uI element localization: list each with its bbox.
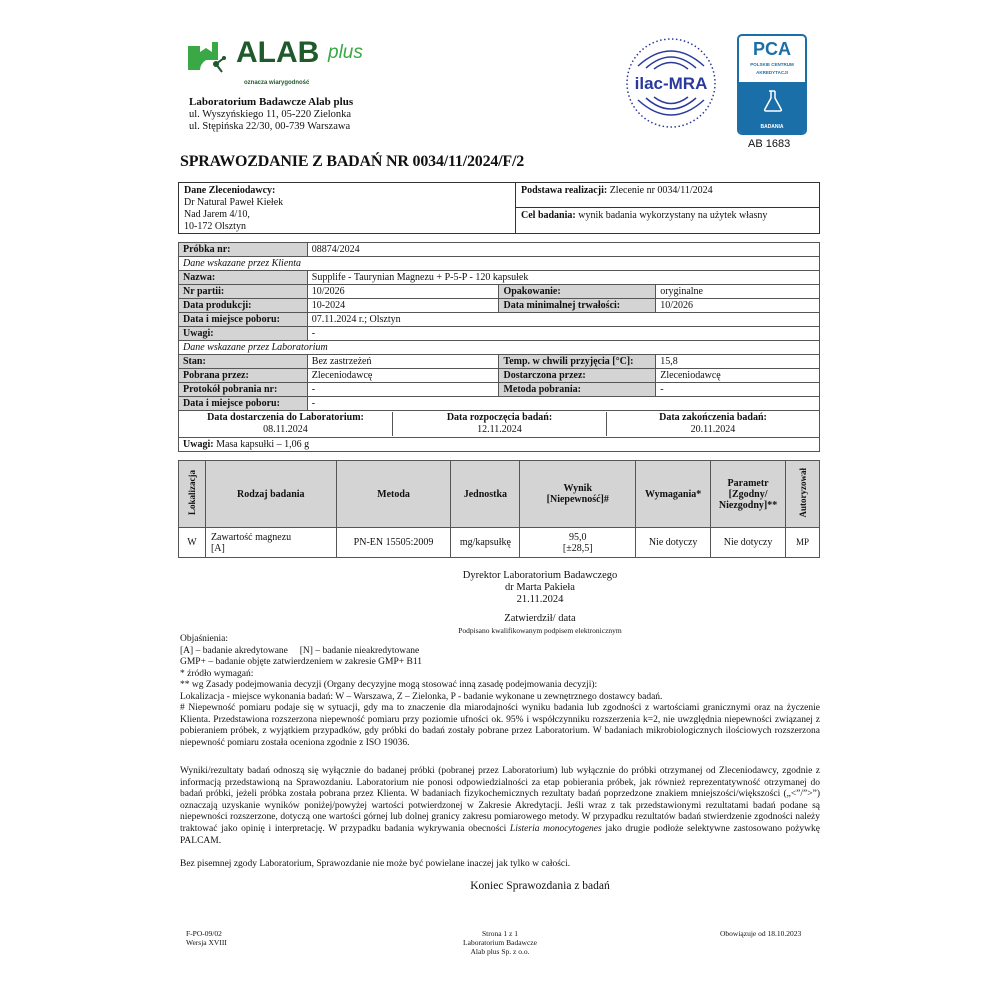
lab-info xyxy=(189,96,353,134)
temperature-value: 15,8 xyxy=(656,355,820,369)
cell-method: PN-EN 15505:2009 xyxy=(336,528,451,558)
end-date xyxy=(607,412,819,436)
col-authorized-label: Autoryzował xyxy=(797,467,808,518)
footer-center xyxy=(420,929,580,956)
logo-plus: plus xyxy=(328,42,363,63)
delivered-by-label: Dostarczona przez: xyxy=(499,369,656,383)
signature-block xyxy=(400,570,680,606)
sample-number-value: 08874/2024 xyxy=(307,243,819,257)
best-before-value: 10/2026 xyxy=(656,299,820,313)
col-location xyxy=(179,461,206,528)
alab-logo xyxy=(186,34,363,92)
best-before-label: Data minimalnej trwałości: xyxy=(499,299,656,313)
col-unit: Jednostka xyxy=(451,461,520,528)
delivery-date xyxy=(179,412,393,436)
footer-left xyxy=(186,929,227,947)
cell-compliance: Nie dotyczy xyxy=(711,528,786,558)
page-number: Strona 1 z 1 xyxy=(481,929,519,938)
signer-role: Dyrektor Laboratorium Badawczego xyxy=(462,570,618,581)
pca-badge: BADANIA xyxy=(760,124,784,130)
sample-table xyxy=(178,242,820,452)
client-section-heading: Dane wskazane przez Klienta xyxy=(179,257,820,271)
end-of-report: Koniec Sprawozdania z badań xyxy=(470,880,610,892)
pca-logo xyxy=(737,34,807,135)
lab-sampling-label: Data i miejsce poboru: xyxy=(179,397,308,411)
logo-brand: ALAB xyxy=(236,36,320,69)
purpose-value: wynik badania wykorzystany na użytek własny xyxy=(578,210,768,222)
delivered-by-value: Zleceniodawcę xyxy=(656,369,820,383)
ilac-mra-icon xyxy=(618,36,724,130)
packaging-label: Opakowanie: xyxy=(499,285,656,299)
client-street: Nad Jarem 4/10, xyxy=(184,209,250,220)
basis-label: Podstawa realizacji: xyxy=(521,185,608,196)
start-date xyxy=(393,412,607,436)
production-date-label: Data produkcji: xyxy=(179,299,308,313)
form-code: F-PO-09/02 xyxy=(186,929,222,938)
results-disclaimer: Wyniki/rezultaty badań odnoszą się wyłącznie do badanej próbki (pobranej przez Laboratorium) lub wyłącznie do próbki otrzymanej od Zleceniodawcy, zgodnie z informacją przedstawioną na Sprawozdaniu. Laboratorium nie ponosi odpowiedzialności za etap pobierania próbek, jak również reprezentatywność otrzymanej do badań próbki, jeżeli próbka została pobrana przez Klienta. W badaniach fizykochemicznych rezultaty badań poprzedzone znakiem mniejszości/większości („<”/”>”) oznaczają uzyskanie wyników poniżej/powyżej wartości potwierdzonej w Zakresie Akredytacji. Jeśli wraz z tak przedstawionymi rezultatami badań podane są niepewności rozszerzone, dotyczą one wartości górnej lub dolnej granicy zakresu pomiarowego metody. W przypadku rezultatów badań stwierdzenie zgodności należy traktować jako opinię i interpretację. W przypadku badania wykrywania obecności Listeria monocytogenes jako drugie podłoże selektywne zastosowano pożywkę PALCAM. xyxy=(180,766,820,846)
ilac-text: ilac-MRA xyxy=(634,74,708,93)
col-requirements: Wymagania* xyxy=(636,461,711,528)
note-decision: ** wg Zasady podejmowania decyzji (Organy decyzyjne mogą stosować inną zasadę podejmowania decyzji): xyxy=(180,680,598,690)
explanations xyxy=(180,634,820,749)
lab-sampling-value: - xyxy=(307,397,819,411)
sampling-value: 07.11.2024 r.; Olsztyn xyxy=(307,313,819,327)
client-box xyxy=(178,182,820,234)
note-source: * źródło wymagań: xyxy=(180,668,254,679)
start-date-label: Data rozpoczęcia badań: xyxy=(446,412,553,423)
production-date-value: 10-2024 xyxy=(307,299,499,313)
note-uncertainty: # Niepewność pomiaru podaje się w sytuacji, gdy ma to znaczenie dla miarodajności wyniku badania lub zgodności z wartościami granicznymi oraz na życzenie Klienta. Przedstawiona rozszerzona niepewność pomiaru przy poziomie ufności ok. 95% i współczynniku rozszerzenia k=2, nie uwzględnia niepewności związanej z pobieraniem próbek, z wyjątkiem przypadków, gdy próbki do badań zostały pobrane przez Laboratorium. W badaniach mikrobiologicznych ilościowych rozszerzona niepewność pomiaru została oceniona zgodnie z ISO 19036. xyxy=(180,703,820,748)
sampling-label: Data i miejsce poboru: xyxy=(179,313,308,327)
pca-title: PCA xyxy=(752,39,791,59)
footer-remarks-label: Uwagi: xyxy=(183,439,214,450)
purpose-field xyxy=(516,208,819,233)
sampling-method-label: Metoda pobrania: xyxy=(499,383,656,397)
form-version: Wersja XVIII xyxy=(186,938,227,947)
remarks-label: Uwagi: xyxy=(179,327,308,341)
pca-subtitle-2: AKREDYTACJI xyxy=(756,70,788,75)
cell-authorized: MP xyxy=(786,528,820,558)
listeria-term: Listeria monocytogenes xyxy=(509,823,602,834)
lab-name: Laboratorium Badawcze Alab plus xyxy=(189,96,354,108)
col-authorized xyxy=(786,461,820,528)
table-row xyxy=(179,528,820,558)
lab-address-2: ul. Stępińska 22/30, 00-739 Warszawa xyxy=(189,121,351,132)
cell-test: Zawartość magnezu [A] xyxy=(205,528,336,558)
col-method: Metoda xyxy=(336,461,451,528)
note-accredited: [A] – badanie akredytowane xyxy=(180,645,288,656)
signer-name: dr Marta Pakieła xyxy=(505,582,575,593)
pca-subtitle-1: POLSKIE CENTRUM xyxy=(750,62,794,67)
note-non-accredited: [N] – badanie nieakredytowane xyxy=(299,645,420,656)
col-location-label: Lokalizacja xyxy=(186,470,197,515)
packaging-value: oryginalne xyxy=(656,285,820,299)
approved-label: Zatwierdził/ data xyxy=(504,613,576,624)
purpose-label: Cel badania: xyxy=(521,210,576,222)
alab-molecule-logo-icon xyxy=(186,40,230,74)
cell-result: 95,0 [±28,5] xyxy=(520,528,636,558)
results-table xyxy=(178,460,820,558)
flask-icon xyxy=(763,90,783,112)
col-test: Rodzaj badania xyxy=(205,461,336,528)
report-title: SPRAWOZDANIE Z BADAŃ NR 0034/11/2024/F/2 xyxy=(180,153,525,170)
start-date-value: 12.11.2024 xyxy=(477,424,522,435)
product-name-label: Nazwa: xyxy=(179,271,308,285)
signature-date: 21.11.2024 xyxy=(516,594,564,605)
batch-value: 10/2026 xyxy=(307,285,499,299)
footer-remarks xyxy=(179,438,820,452)
product-name-value: Supplife - Taurynian Magnezu + P-5-P - 120 kapsułek xyxy=(307,271,819,285)
e-signature-note: Podpisano kwalifikowanym podpisem elektronicznym xyxy=(458,626,622,635)
sampling-method-value: - xyxy=(656,383,820,397)
temperature-label: Temp. w chwili przyjęcia [°C]: xyxy=(499,355,656,369)
remarks-value: - xyxy=(307,327,819,341)
col-compliance: Parametr [Zgodny/ Niezgodny]** xyxy=(711,461,786,528)
end-date-value: 20.11.2024 xyxy=(690,424,736,435)
basis-value: Zlecenie nr 0034/11/2024 xyxy=(609,185,713,196)
client-name: Dr Natural Paweł Kiełek xyxy=(184,197,284,208)
client-city: 10-172 Olsztyn xyxy=(184,221,246,232)
cell-requirements: Nie dotyczy xyxy=(636,528,711,558)
cell-location: W xyxy=(179,528,206,558)
company-line-2: Alab plus Sp. z o.o. xyxy=(470,947,530,956)
col-result: Wynik [Niepewność]# xyxy=(520,461,636,528)
end-date-label: Data zakończenia badań: xyxy=(659,412,767,423)
sample-number-label: Próbka nr: xyxy=(179,243,308,257)
protocol-label: Protokół pobrania nr: xyxy=(179,383,308,397)
protocol-value: - xyxy=(307,383,499,397)
note-location: Lokalizacja - miejsce wykonania badań: W – Warszawa, Z – Zielonka, P - badanie wykonane u zewnętrznego dostawcy badań. xyxy=(180,691,663,702)
basis-field xyxy=(516,183,819,208)
notes-heading: Objaśnienia: xyxy=(180,634,229,644)
company-line-1: Laboratorium Badawcze xyxy=(463,938,537,947)
state-value: Bez zastrzeżeń xyxy=(307,355,499,369)
delivery-date-value: 08.11.2024 xyxy=(263,424,308,435)
logo-tagline: oznacza wiarygodność xyxy=(244,80,310,86)
cell-unit: mg/kapsułkę xyxy=(451,528,520,558)
client-label: Dane Zleceniodawcy: xyxy=(184,185,276,196)
copy-restriction-note: Bez pisemnej zgody Laboratorium, Sprawozdanie nie może być powielane inaczej jak tylko w całości. xyxy=(180,859,571,869)
delivery-date-label: Data dostarczenia do Laboratorium: xyxy=(207,412,364,423)
lab-address-1: ul. Wyszyńskiego 11, 05-220 Zielonka xyxy=(189,108,352,120)
batch-label: Nr partii: xyxy=(179,285,308,299)
lab-section-heading: Dane wskazane przez Laboratorium xyxy=(179,341,820,355)
accreditation-number: AB 1683 xyxy=(748,138,791,150)
taken-by-value: Zleceniodawcę xyxy=(307,369,499,383)
valid-from: Obowiązuje od 18.10.2023 xyxy=(720,929,802,938)
state-label: Stan: xyxy=(179,355,308,369)
taken-by-label: Pobrana przez: xyxy=(179,369,308,383)
note-gmp: GMP+ – badanie objęte zatwierdzeniem w zakresie GMP+ B11 xyxy=(180,657,422,667)
footer-remarks-value: Masa kapsułki – 1,06 g xyxy=(216,439,310,450)
